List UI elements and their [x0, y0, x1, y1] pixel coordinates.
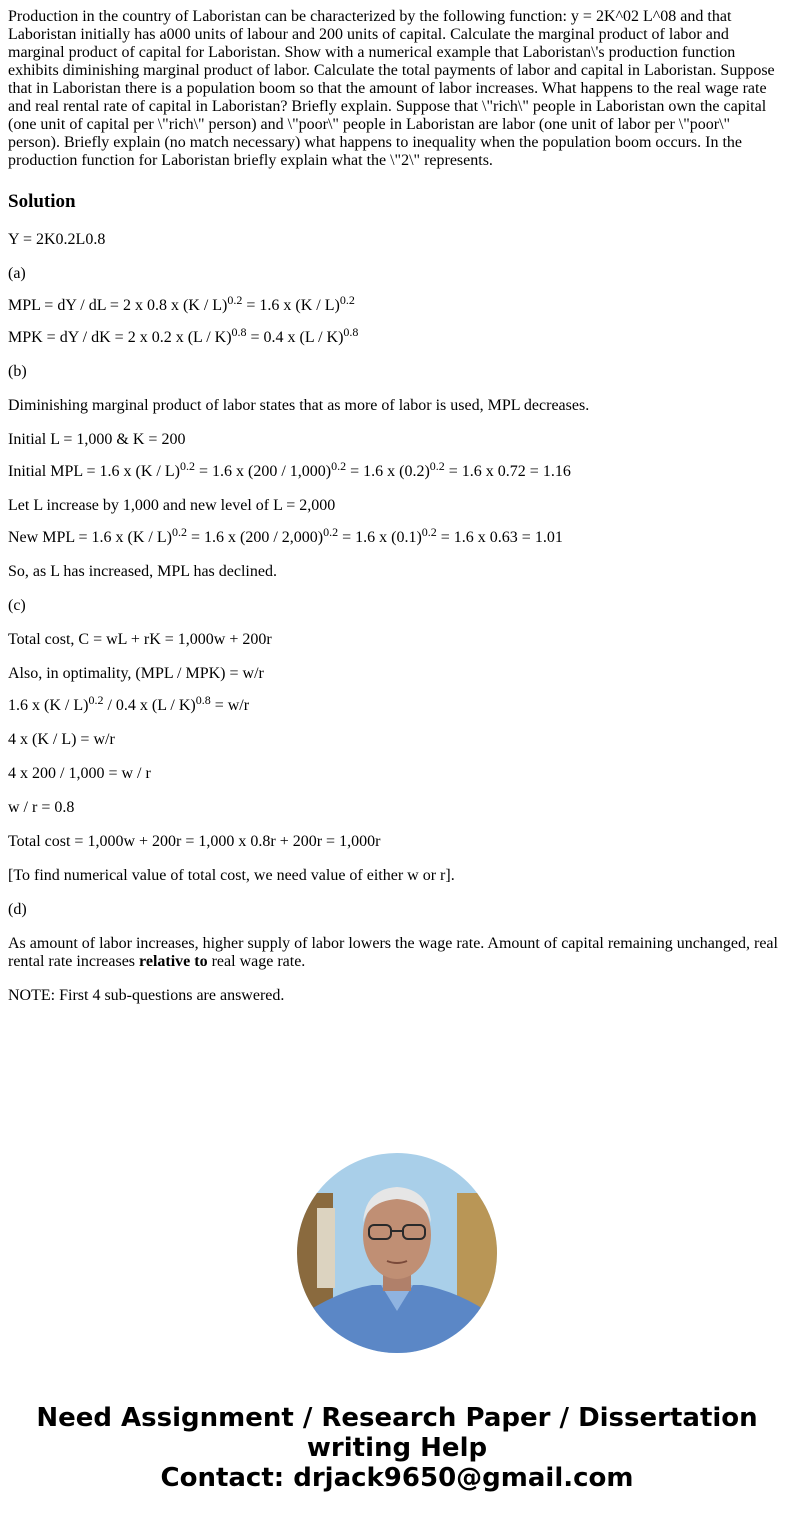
step-2: 4 x 200 / 1,000 = w / r: [8, 765, 151, 782]
labor-increase: Let L increase by 1,000 and new level of L = 2,000: [8, 497, 336, 514]
diminishing-definition: Diminishing marginal product of labor states that as more of labor is used, MPL decreases.: [8, 397, 590, 414]
initial-mpl: Initial MPL = 1.6 x (K / L)$^{0.2}$ = 1.6 x (200 / 1,000)$^{0.2}$ = 1.6 x $(0.2)^{0.2} = 1.6$ x 0.72 = 1.16: [8, 458, 571, 480]
total-cost-result: Total cost = 1,000w + 200r = 1,000 x 0.8r + 200r = 1,000r: [8, 833, 381, 850]
part-a-label: (a): [8, 265, 26, 282]
footer-contact: Contact: drjack9650@gmail.com: [160, 1463, 634, 1493]
mpl-conclusion: So, as L has increased, MPL has declined.: [8, 563, 277, 580]
question-text: Production in the country of Laboristan can be characterized by the following function: y = 2K^02 L^08 and that Laboristan initially has a000 units of labour and 200 units of capital. Calculate the marginal product of labor and marginal product of capital for Laboristan. Show with a numerical example that Laboristan\'s production function exhibits diminishing marginal product of labor. Calculate the total payments of labor and capital in Laboristan. Suppose that in Laboristan there is a population boom so that the amount of labor increases. What happens to the real wage rate and real rental rate of capital in Laboristan? Briefly explain. Suppose that \"rich\" people in Laboristan own the capital (one unit of capital per \"rich\" person) and \"poor\" people in Laboristan are labor (one unit of labor per \"poor\" person). Briefly explain (no match necessary) what happens to inequality when the population boom occurs. In the production function for Laboristan briefly explain what the \"2\" represents.: [8, 8, 775, 169]
ratio-formula: 1.6 x (K / L)$^{0.2}$ / 0.4 x (L / K)$^{0.8}$ = w/r: [8, 692, 250, 714]
step-3: w / r = 0.8: [8, 799, 75, 816]
document-content: [8, 8, 786, 1021]
initial-values: Initial L = 1,000 & K = 200: [8, 431, 186, 448]
author-avatar: [297, 1153, 497, 1353]
part-c-label: (c): [8, 597, 26, 614]
new-mpl: New MPL = 1.6 x (K / L)$^{0.2}$ = 1.6 x (200 / 2,000)$^{0.2}$ = 1.6 x $(0.1)^{0.2} = 1.6$ x 0.63 = 1.01: [8, 524, 563, 546]
part-d-label: (d): [8, 901, 27, 918]
total-cost-formula: Total cost, C = wL + rK = 1,000w + 200r: [8, 631, 272, 648]
answer-note: NOTE: First 4 sub-questions are answered.: [8, 987, 285, 1004]
production-function: Y = 2K0.2L0.8: [8, 231, 106, 248]
mpl-formula: MPL = dY / dL = 2 x 0.8 x (K / L)$^{0.2}$ = 1.6 x (K / L)$^{0.2}$: [8, 292, 355, 314]
solution-heading: Solution: [8, 191, 76, 212]
optimality-condition: Also, in optimality, (MPL / MPK) = w/r: [8, 665, 264, 682]
footer-line-1: Need Assignment / Research Paper / Dissertation: [36, 1403, 758, 1433]
footer-line-2: writing Help: [306, 1433, 488, 1463]
part-d-answer: As amount of labor increases, higher supply of labor lowers the wage rate. Amount of capital remaining unchanged, real rental rate increases relative to real wage rate.: [8, 935, 778, 970]
total-cost-note: [To find numerical value of total cost, we need value of either w or r].: [8, 867, 455, 884]
step-1: 4 x (K / L) = w/r: [8, 731, 115, 748]
promo-footer: [0, 1403, 794, 1493]
author-portrait-image: [297, 1153, 497, 1353]
mpk-formula: MPK = dY / dK = 2 x 0.2 x (L / K)$^{0.8}$ = 0.4 x (L / K)$^{0.8}$: [8, 324, 359, 346]
part-b-label: (b): [8, 363, 27, 380]
